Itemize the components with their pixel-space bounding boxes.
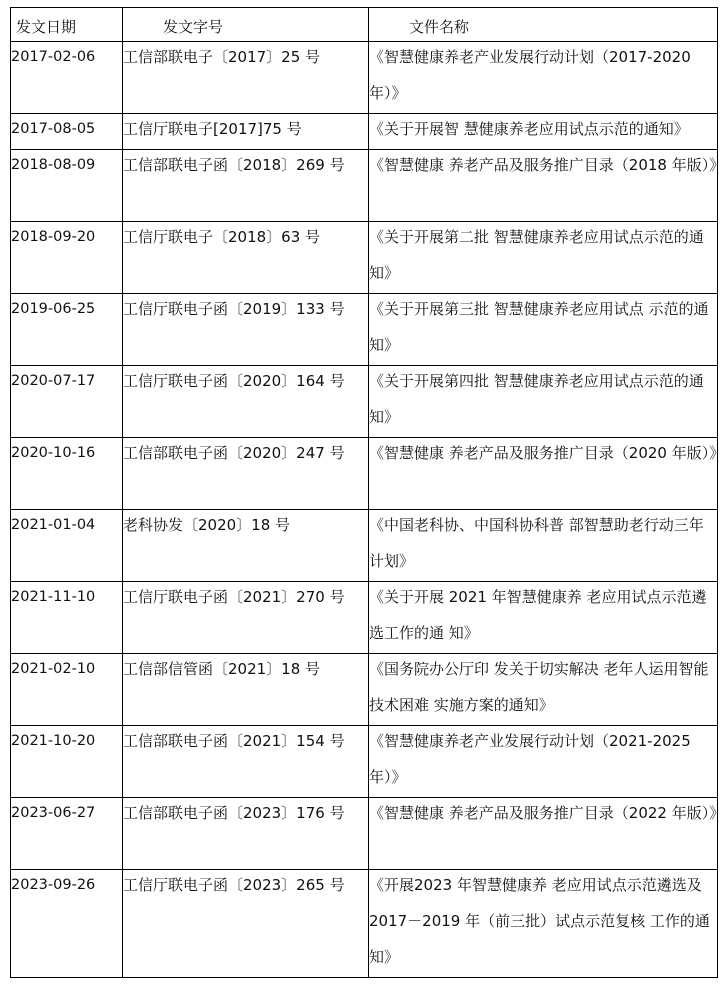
date-cell [11, 150, 123, 222]
table-row [11, 294, 718, 366]
document-number-cell-text: 工信厅联电子函〔2019〕133 号 [123, 300, 345, 318]
document-number-cell-text: 工信厅联电子〔2018〕63 号 [123, 228, 321, 246]
document-title-cell [369, 870, 718, 978]
document-title-cell-text: 《国务院办公厅印 发关于切实解决 老年人运用智能技术困难 实施方案的通知》 [369, 660, 709, 714]
date-cell [11, 582, 123, 654]
date-cell-text: 2021-10-20 [11, 733, 96, 749]
document-title-cell-text: 《智慧健康 养老产品及服务推广目录（2022 年版）》 [369, 804, 725, 822]
document-title-cell [369, 654, 718, 726]
document-number-cell-text: 工信部联电子函〔2018〕269 号 [123, 156, 345, 174]
document-title-cell [369, 798, 725, 870]
date-cell [11, 870, 123, 978]
document-title-cell-text: 《关于开展第三批 智慧健康养老应用试点 示范的通知》 [369, 300, 709, 354]
document-number-cell-text: 工信厅联电子函〔2021〕270 号 [123, 588, 345, 606]
date-cell-text: 2018-09-20 [11, 229, 96, 245]
date-cell [11, 726, 123, 798]
table-row [11, 366, 718, 438]
document-title-cell [369, 42, 718, 114]
date-cell-text: 2021-01-04 [11, 517, 96, 533]
document-number-cell-text: 工信部联电子〔2017〕25 号 [123, 48, 321, 66]
table-row [11, 870, 718, 978]
table-row [11, 114, 718, 150]
document-number-cell [123, 366, 369, 438]
header-row [11, 8, 718, 42]
document-title-cell [369, 150, 725, 222]
table-row [11, 510, 718, 582]
document-number-cell [123, 438, 369, 510]
date-cell-text: 2017-08-05 [11, 121, 96, 137]
date-cell-text: 2021-11-10 [11, 589, 96, 605]
date-cell [11, 42, 123, 114]
document-title-cell [369, 222, 718, 294]
document-number-cell [123, 222, 369, 294]
date-cell-text: 2019-06-25 [11, 301, 96, 317]
table-row [11, 726, 718, 798]
header-date: 发文日期 [11, 8, 123, 42]
date-cell-text: 2021-02-10 [11, 661, 96, 677]
table-header [11, 8, 718, 42]
document-title-cell [369, 294, 718, 366]
date-cell [11, 294, 123, 366]
document-number-cell [123, 870, 369, 978]
document-number-cell [123, 114, 369, 150]
date-cell [11, 798, 123, 870]
document-number-cell-text: 工信部联电子函〔2020〕247 号 [123, 444, 345, 462]
date-cell [11, 510, 123, 582]
date-cell [11, 366, 123, 438]
table-row [11, 798, 718, 870]
document-number-cell [123, 150, 369, 222]
table-row [11, 222, 718, 294]
document-title-cell-text: 《智慧健康养老产业发展行动计划（2021-2025 年）》 [369, 732, 691, 786]
document-title-cell-text: 《智慧健康 养老产品及服务推广目录（2020 年版）》 [369, 444, 725, 462]
document-number-cell-text: 工信部信管函〔2021〕18 号 [123, 660, 321, 678]
document-number-cell [123, 798, 369, 870]
document-title-cell-text: 《关于开展智 慧健康养老应用试点示范的通知》 [369, 120, 689, 138]
table-body [11, 42, 725, 978]
date-cell-text: 2023-09-26 [11, 877, 96, 893]
document-title-cell-text: 《中国老科协、中国科协科普 部智慧助老行动三年计划》 [369, 516, 704, 570]
document-number-cell-text: 工信部联电子函〔2023〕176 号 [123, 804, 345, 822]
document-title-cell [369, 510, 718, 582]
document-title-cell [369, 366, 718, 438]
document-title-cell-text: 《智慧健康养老产业发展行动计划（2017-2020 年）》 [369, 48, 691, 102]
document-number-cell-text: 工信部联电子函〔2021〕154 号 [123, 732, 345, 750]
table-row [11, 150, 718, 222]
document-number-cell [123, 294, 369, 366]
date-cell [11, 438, 123, 510]
document-number-cell-text: 工信厅联电子函〔2023〕265 号 [123, 876, 345, 894]
document-number-cell-text: 工信厅联电子[2017]75 号 [123, 120, 302, 138]
date-cell [11, 114, 123, 150]
header-title: 文件名称 [369, 8, 718, 42]
date-cell [11, 222, 123, 294]
document-number-cell-text: 老科协发〔2020〕18 号 [123, 516, 291, 534]
date-cell [11, 654, 123, 726]
document-title-cell-text: 《关于开展 2021 年智慧健康养 老应用试点示范遴选工作的通 知》 [369, 588, 707, 642]
header-number: 发文字号 [123, 8, 369, 42]
document-title-cell-text: 《智慧健康 养老产品及服务推广目录（2018 年版）》 [369, 156, 725, 174]
document-table [10, 7, 725, 978]
table-row [11, 582, 718, 654]
date-cell-text: 2020-07-17 [11, 373, 96, 389]
date-cell-text: 2017-02-06 [11, 49, 96, 65]
table-row [11, 654, 718, 726]
document-title-cell-text: 《关于开展第二批 智慧健康养老应用试点示范的通知》 [369, 228, 704, 282]
document-number-cell [123, 42, 369, 114]
document-title-cell [369, 726, 718, 798]
document-number-cell-text: 工信厅联电子函〔2020〕164 号 [123, 372, 345, 390]
table-row [11, 438, 718, 510]
date-cell-text: 2018-08-09 [11, 157, 96, 173]
document-title-cell-text: 《关于开展第四批 智慧健康养老应用试点示范的通知》 [369, 372, 704, 426]
document-number-cell [123, 654, 369, 726]
document-title-cell [369, 582, 718, 654]
document-number-cell [123, 582, 369, 654]
document-title-cell [369, 114, 718, 150]
document-title-cell-text: 《开展2023 年智慧健康养 老应用试点示范遴选及 2017－2019 年（前三批）试点示范复核 工作的通知》 [369, 876, 710, 966]
document-number-cell [123, 510, 369, 582]
document-title-cell [369, 438, 725, 510]
date-cell-text: 2023-06-27 [11, 805, 96, 821]
date-cell-text: 2020-10-16 [11, 445, 96, 461]
document-number-cell [123, 726, 369, 798]
table-row [11, 42, 718, 114]
